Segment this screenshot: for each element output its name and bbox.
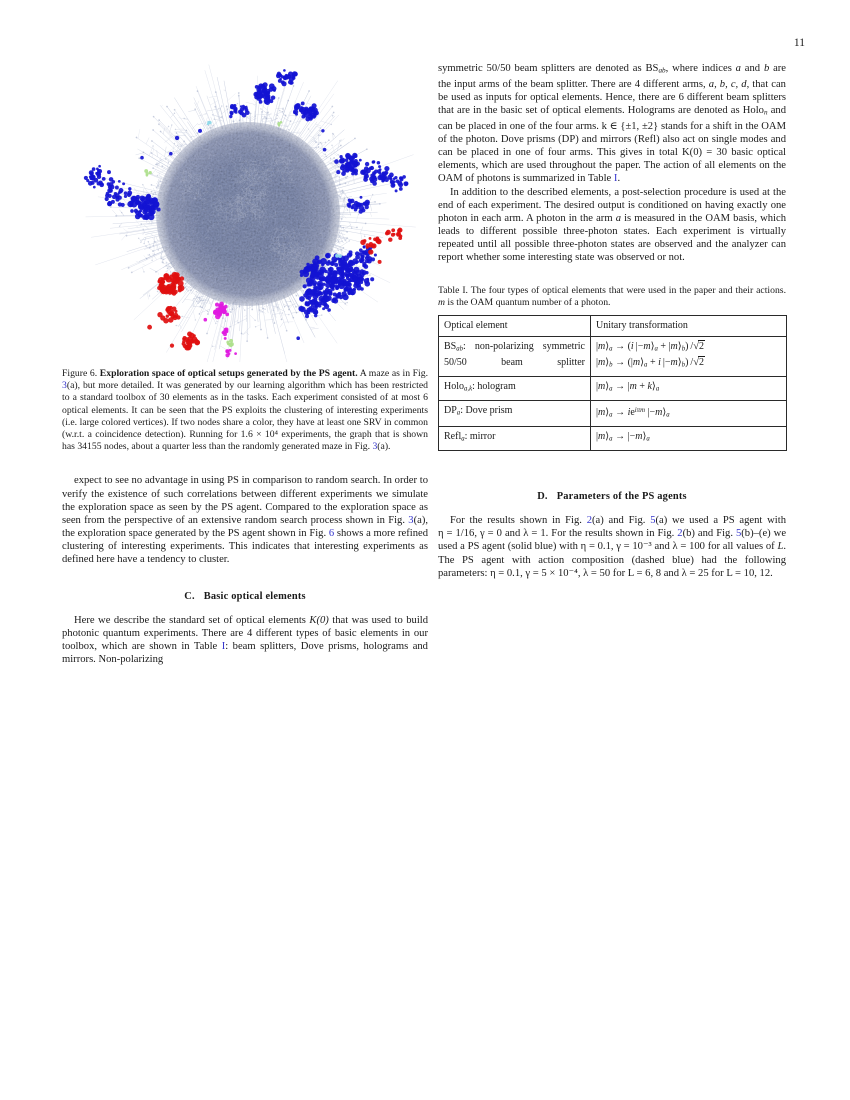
right-p1-italic-b: b (763, 63, 770, 74)
table-row (439, 427, 787, 451)
figure-caption-part3: (a). (377, 441, 391, 453)
right-p3-text-b: (a) and Fig. (592, 515, 651, 527)
right-p3-math-L-3: L = 10, 12 (726, 567, 771, 579)
right-p3-text-f: . For the results shown in Fig. (545, 528, 678, 540)
right-p3-math-gamma-2: γ = 10⁻³ (616, 541, 652, 553)
right-p3-text-o: for (610, 567, 628, 579)
right-p1-text-g: stands for a shift in the OAM of the photon. Dove prisms (DP) and mirrors (Refl) also act on single modes and can be placed in one of four arms. This gives in total (438, 120, 786, 159)
table-caption-m: m (438, 296, 445, 308)
holo-description: : hologram (472, 381, 516, 393)
right-p2-text-b: is measured in the OAM basis, which leads to different possible three-photon states. Each experiment is virtually repeated until all possible three-photon states are observed and the analyzer can report whether some interesting state was observed or not. (438, 212, 786, 264)
left-p2-text-b: that was used to build photonic quantum experiments. There are 4 different types of basic elements in our toolbox, which are shown in Table (62, 614, 428, 652)
right-paragraph-2 (438, 186, 786, 265)
table-caption-b: is the OAM quantum number of a photon. (445, 296, 611, 308)
right-p3-text-e: and (501, 528, 524, 540)
right-p3-text-c: (a) we used a PS agent with (655, 515, 786, 527)
dp-label: DP (444, 405, 457, 417)
dp-description: : Dove prism (460, 405, 513, 417)
section-c-title: Basic optical elements (203, 590, 306, 602)
right-p2-text-a: In addition to the described elements, a post-selection procedure is used at the end of each experiment. The desired output is conditioned on having exactly one photon in each arm. A photon in the arm (438, 186, 786, 224)
section-d-number: D. (537, 491, 548, 503)
figure-caption-part2: (a), but more detailed. It was generated by our learning algorithm which has been restricted to a standard toolbox of 30 elements as in the tasks. Each experiment consisted of at most 6 optical elements. It can be seen that the PS exploits the clustering of interesting experiments (i.e. large colored vertices). If two nodes share a color, they have at least one SRV in common (w.r.t. a coincidence detection). Running for 1.6 × 10⁴ experiments, the graph that is shown has 34155 nodes, about a quarter less than the randomly generated maze in Fig. (62, 380, 428, 453)
figure-label: Figure 6. (62, 368, 98, 379)
right-p1-arms-list: a, b, c, d (708, 78, 747, 90)
table-caption-a: Table I. The four types of optical elements that were used in the paper and their actions. (438, 284, 786, 296)
figure-caption-citation-1[interactable]: 3 (62, 380, 67, 392)
right-p3-math-L-2: L = 6, 8 (627, 567, 662, 579)
section-d-title: Parameters of the PS agents (556, 491, 687, 503)
right-p3-citation-1[interactable]: 2 (586, 515, 593, 527)
left-p2-text-a: Here we describe the standard set of optical elements (74, 614, 310, 626)
holo-subscript: a,k (464, 385, 473, 393)
section-heading-c (62, 591, 428, 602)
right-p1-text-a: symmetric 50/50 beam splitters are denoted as BS (438, 63, 659, 74)
left-p1-text-a: expect to see no advantage in using PS in comparison to random search. In order to verify the existence of such correlations between different experiments we simulate the exploration space as seen by the PS agent. Compared to the exploration space as seen from the perspective of an extensive random search process shown in Fig. (62, 475, 428, 526)
network-graph-svg (62, 62, 428, 362)
table-row (439, 337, 787, 377)
right-paragraph-1 (438, 62, 786, 186)
figure-title: Exploration space of optical setups generated by the PS agent. (99, 368, 358, 379)
left-paragraph-1 (62, 474, 428, 566)
refl-subscript: a (461, 435, 465, 443)
bs-subscript: ab (456, 345, 464, 353)
right-p3-text-p: and (661, 567, 682, 579)
table-header-row (439, 315, 787, 337)
table-cell-transform-holo (591, 377, 787, 401)
table-header-unitary-transformation: Unitary transformation (591, 315, 787, 337)
right-p3-text-j: and (651, 541, 673, 553)
table-row (439, 401, 787, 427)
right-p3-math-eta-3: η = 0.1 (490, 567, 521, 579)
right-p1-text-e: , that can be used as inputs for optical elements. Hence, there are 6 different beam splitters that are in the basic set of optical elements. Holograms are denoted as Holo (438, 78, 786, 117)
right-p3-text-k: for all values of (704, 541, 778, 553)
right-p3-math-L-1: L (777, 541, 784, 553)
right-p1-sub-ab: ab (658, 66, 666, 75)
right-p1-text-f: and can be placed in one of the four arms. (438, 105, 786, 132)
left-p2-table-citation[interactable]: I (221, 640, 226, 652)
page-number: 11 (793, 37, 805, 49)
figure-caption (62, 368, 428, 453)
table-cell-transform-refl (591, 427, 787, 451)
left-p1-citation-1[interactable]: 3 (408, 514, 414, 526)
right-paragraph-3 (438, 514, 786, 580)
right-p3-math-eta-1: η = 1/16 (438, 528, 475, 540)
right-p3-math-eta-2: η = 0.1 (580, 541, 611, 553)
left-p2-text-c: : beam splitters, Dove prisms, holograms and mirrors. Non-polarizing (62, 640, 428, 665)
refl-description: : mirror (464, 431, 496, 443)
right-p1-italic-a: a (735, 63, 741, 74)
left-p1-text-b: (a), the exploration space generated by the PS agent shown in Fig. (62, 514, 428, 540)
right-p3-text-a: For the results shown in Fig. (450, 515, 587, 527)
right-p1-math-k0-30: K(0) = 30 (682, 147, 727, 159)
table-cell-transform-bs (591, 337, 787, 377)
table-cell-element-refl (439, 427, 591, 451)
refl-transform-line-1: $|m⟩_a$ → $|-m⟩_a$ (596, 431, 650, 443)
table-row (439, 377, 787, 401)
right-column (438, 62, 786, 580)
right-p3-citation-3[interactable]: 2 (677, 528, 683, 540)
right-p1-sub-n: n (763, 108, 768, 117)
right-p3-math-gamma-1: γ = 0 (480, 528, 502, 540)
section-heading-d (438, 491, 786, 502)
bs-label: BS (444, 341, 457, 353)
optical-elements-table (438, 315, 787, 451)
table-header-optical-element: Optical element (439, 315, 591, 337)
table-cell-element-bs (439, 337, 591, 377)
figure-caption-part1: A maze as in Fig. (357, 368, 428, 379)
refl-label: Refl (444, 431, 462, 443)
table-cell-element-dp (439, 401, 591, 427)
right-p3-text-r: . (770, 567, 773, 579)
right-p3-citation-4[interactable]: 5 (735, 528, 742, 540)
bs-transform-line-2: $|m⟩_b$ → ($|m⟩_a + i$ $|-m⟩_b$) /√2 (596, 357, 704, 369)
dp-transform-line-1: $|m⟩_a \to ie^{i\pi m}$ $|-m⟩_a$ (596, 407, 670, 419)
right-p3-citation-2[interactable]: 5 (650, 515, 656, 527)
right-p3-text-q: for (708, 567, 727, 579)
holo-label: Holo (444, 381, 464, 393)
right-p1-table-citation[interactable]: I (613, 173, 618, 185)
right-p3-text-h: (b)–(e) we used a PS agent (solid blue) with (438, 528, 787, 553)
right-p3-text-d: , (474, 528, 480, 540)
right-p1-math-k: k ∈ {±1, ±2} (601, 120, 659, 132)
table-cell-transform-dp (591, 401, 787, 427)
left-column (62, 62, 428, 666)
left-paragraph-2 (62, 614, 428, 667)
right-p3-text-l: . The PS agent with action composition (dashed blue) had the following parameters: (438, 541, 786, 579)
table-cell-element-holo (439, 377, 591, 401)
right-p1-text-b: , where indices (665, 63, 736, 74)
right-p2-italic-a: a (615, 212, 621, 224)
figure-6-graph (62, 62, 428, 362)
right-p3-math-lambda-2: λ = 100 (672, 541, 705, 553)
left-p1-text-c: shows a more refined clustering of interesting experiments. This indicates that interesting experiments as defined here have a tendency to cluster. (62, 528, 428, 566)
right-p3-text-i: , (610, 541, 617, 553)
bs-description: : non-polarizing symmetric 50/50 beam splitter (444, 341, 585, 369)
holo-transform-line-1: $|m⟩_a \to |m$ + $k⟩_a$ (596, 381, 660, 393)
right-p3-text-g: (b) and Fig. (682, 528, 736, 540)
right-p1-text-c: and (740, 63, 764, 74)
table-caption (438, 285, 786, 309)
right-p1-text-d: are the input arms of the beam splitter. There are 4 different arms, (438, 63, 787, 90)
right-p3-math-lambda-3: λ = 50 (583, 567, 611, 579)
right-p3-math-lambda-1: λ = 1 (523, 528, 546, 540)
right-p3-text-n: , (577, 567, 584, 579)
dp-subscript: a (456, 409, 461, 417)
right-p3-math-lambda-4: λ = 25 (681, 567, 709, 579)
left-p1-citation-2[interactable]: 6 (328, 528, 335, 540)
section-c-number: C. (184, 590, 195, 602)
left-p2-math-k0: K(0) (309, 614, 329, 626)
right-p1-text-h: basic optical elements, which are used throughout the paper. The action of all elements on the OAM of photons is summarized in Table (438, 147, 786, 185)
bs-transform-line-1: $|m⟩_a \to (i$ $|-m⟩_a$ + $|m⟩_b$) /√2 (596, 341, 704, 353)
figure-caption-citation-2[interactable]: 3 (372, 441, 378, 453)
right-p3-math-gamma-3: γ = 5 × 10⁻⁴ (525, 567, 578, 579)
right-p1-text-i: . (617, 173, 621, 185)
right-p3-text-m: , (520, 567, 526, 579)
